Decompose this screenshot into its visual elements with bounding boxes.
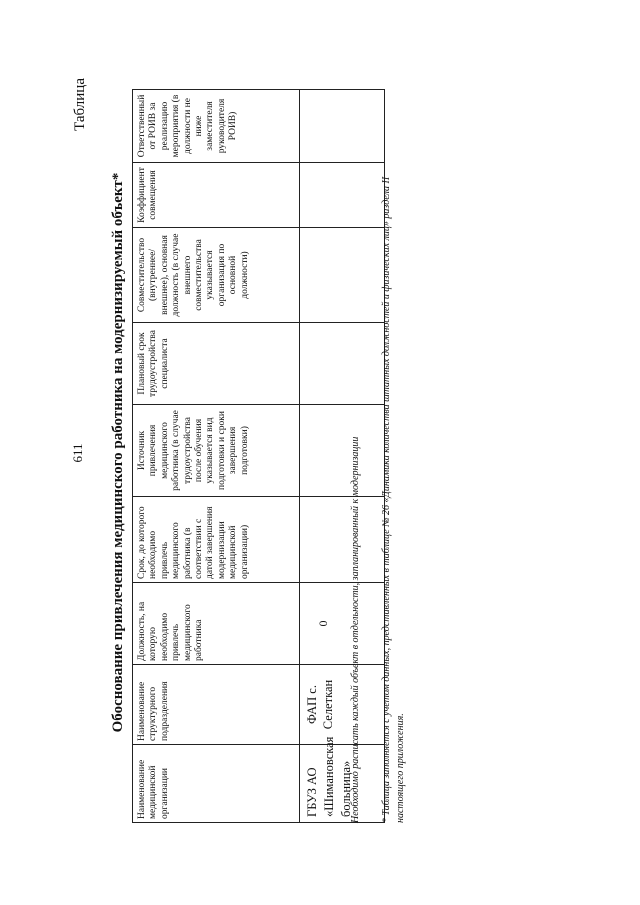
col-header-unit: Наименование структурного подразделения [133, 665, 300, 745]
col-header-coefficient: Коэффициент совмещения [133, 163, 300, 228]
table-caption: Таблица [72, 78, 88, 131]
col-header-planned-date: Плановый срок трудоустройства специалиста [133, 323, 300, 405]
col-header-organization: Наименование медицинской организации [133, 745, 300, 823]
cell-coefficient [300, 163, 385, 228]
cell-responsible [300, 90, 385, 163]
col-header-position: Должность, на которую необходимо привлечь медицинского работника [133, 583, 300, 665]
col-header-combination: Совместительство (внутреннее/ внешнее), основная должность (в случае внешнего совместительства указывается организация по основной должности) [133, 228, 300, 323]
page-title: Обоснование привлечения медицинского работника на модернизируемый объект* [110, 172, 126, 733]
cell-planned-date [300, 323, 385, 405]
header-row [133, 90, 300, 823]
footnote-asterisk: * Таблица заполняется с учетом данных, представленных в таблице № 26 «Динамика количества штатных должностей и физических лиц» раздела II настоящего приложения. [381, 176, 406, 823]
table-row [300, 90, 385, 823]
footnote-instruction: Необходимо расписать каждый объект в отдельности, запланированный к модернизации [350, 436, 361, 823]
page-number: 611 [70, 443, 85, 463]
cell-deadline [300, 497, 385, 583]
justification-table [132, 89, 385, 823]
cell-combination [300, 228, 385, 323]
cell-position: 0 [300, 583, 385, 665]
col-header-responsible: Ответственный от РОИВ за реализацию мероприятия (в должности не ниже заместителя руководителя РОИВ) [133, 90, 300, 163]
cell-source [300, 405, 385, 497]
cell-unit: ФАП с. Селеткан [300, 665, 385, 745]
cell-organization: ГБУЗ АО «Шимановская больница» [300, 745, 385, 823]
col-header-deadline: Срок, до которого необходимо привлечь медицинского работника (в соответствии с датой завершения модернизации медицинской организации) [133, 497, 300, 583]
col-header-source: Источник привлечения медицинского работника (в случае трудоустройства после обучения указывается вид подготовки и сроки завершения подготовки) [133, 405, 300, 497]
